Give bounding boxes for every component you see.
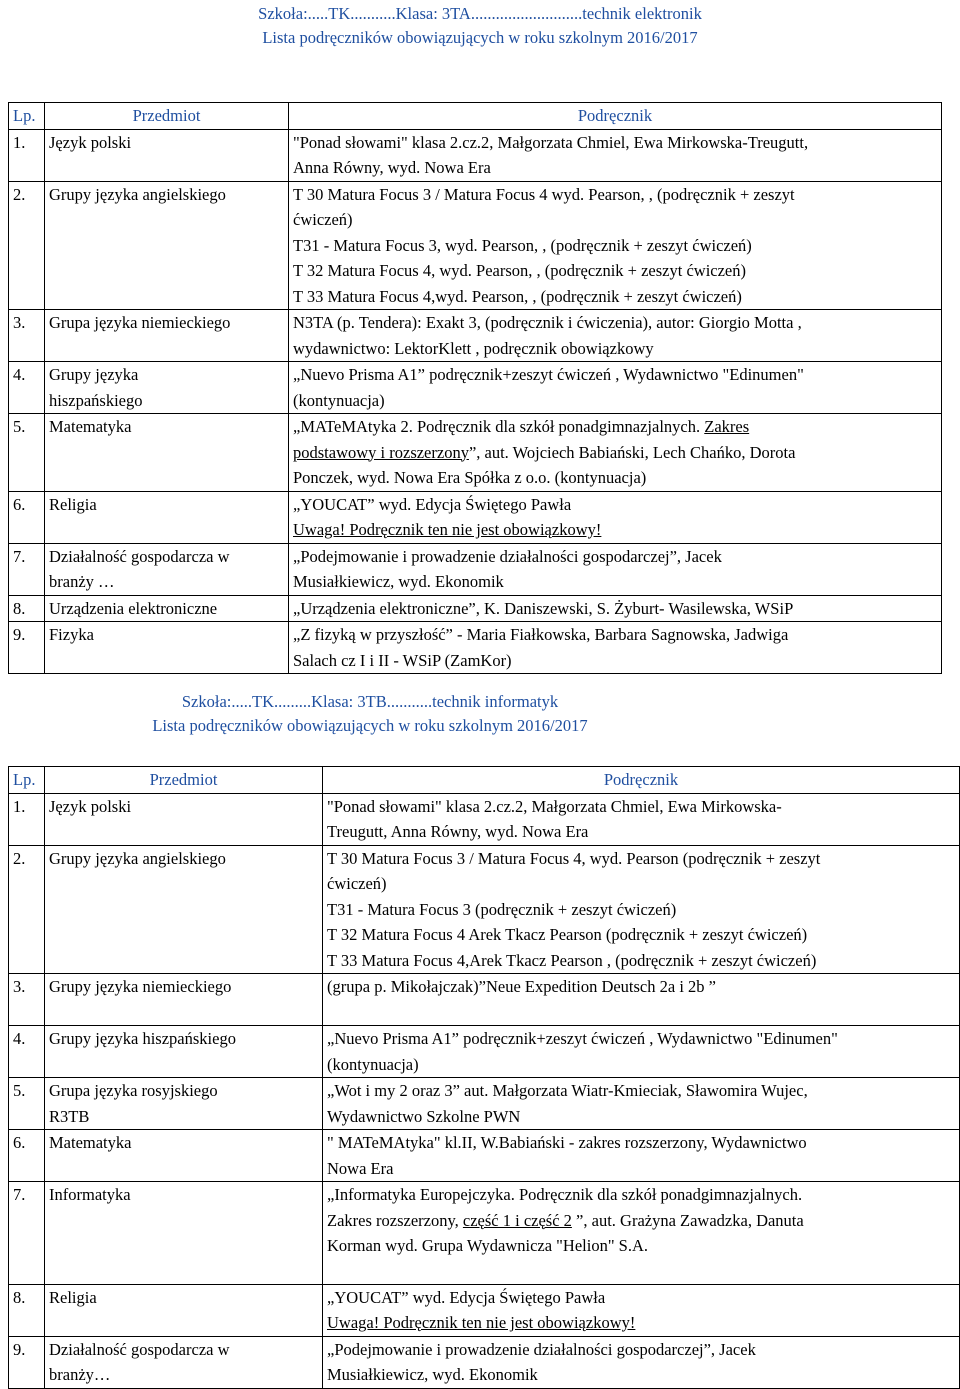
section-b-header xyxy=(0,690,850,738)
table-row: 6. Religia „YOUCAT” wyd. Edycja Świętego Pawła Uwaga! Podręcznik ten nie jest obowiązkowy! xyxy=(9,491,942,543)
table-header xyxy=(9,767,960,794)
optional-note: Uwaga! Podręcznik ten nie jest obowiązkowy! xyxy=(293,520,602,539)
textbook-table-3ta xyxy=(8,102,942,674)
table-row: 2. Grupy języka angielskiego T 30 Matura Focus 3 / Matura Focus 4, wyd. Pearson (podręcznik + zeszyt ćwiczeń) T31 - Matura Focus 3 (podręcznik + zeszyt ćwiczeń) T 32 Matura Focus 4 Arek Tkacz Pearson (podręcznik + zeszyt ćwiczeń) T 33 Matura Focus 4,Arek Tkacz Pearson , (podręcznik + zeszyt ćwiczeń) xyxy=(9,845,960,974)
table-row: 9. Fizyka „Z fizyką w przyszłość” - Maria Fiałkowska, Barbara Sagnowska, Jadwiga Salach cz I i II - WSiP (ZamKor) xyxy=(9,622,942,674)
header-lp: Lp. xyxy=(9,103,45,130)
table-row: 5. Matematyka „MATeMAtyka 2. Podręcznik dla szkół ponadgimnazjalnych. Zakres podstawowy i rozszerzony”, aut. Wojciech Babiański, Lech Chańko, Dorota Ponczek, wyd. Nowa Era Spółka z o.o. (kontynuacja) xyxy=(9,414,942,492)
table-row: 7. Działalność gospodarcza w branży … „Podejmowanie i prowadzenie działalności gospodarczej”, Jacek Musiałkiewicz, wyd. Ekonomik xyxy=(9,543,942,595)
table-row: 8. Religia „YOUCAT” wyd. Edycja Świętego Pawła Uwaga! Podręcznik ten nie jest obowiązkowy! xyxy=(9,1284,960,1336)
table-row: 3. Grupa języka niemieckiego N3TA (p. Tendera): Exakt 3, (podręcznik i ćwiczenia), autor: Giorgio Motta , wydawnictwo: LektorKlett , podręcznik obowiązkowy xyxy=(9,310,942,362)
table-row: 1. Język polski "Ponad słowami" klasa 2.cz.2, Małgorzata Chmiel, Ewa Mirkowska-Treugutt, Anna Równy, wyd. Nowa Era xyxy=(9,129,942,181)
table-row: 4. Grupy języka hiszpańskiego „Nuevo Prisma A1” podręcznik+zeszyt ćwiczeń , Wydawnictwo "Edinumen" (kontynuacja) xyxy=(9,1026,960,1078)
table-row: 3. Grupy języka niemieckiego (grupa p. Mikołajczak)”Neue Expedition Deutsch 2a i 2b ” xyxy=(9,974,960,1026)
table-row: 6. Matematyka " MATeMAtyka" kl.II, W.Babiański - zakres rozszerzony, Wydawnictwo Nowa Era xyxy=(9,1130,960,1182)
table-row: 4. Grupy języka hiszpańskiego „Nuevo Prisma A1” podręcznik+zeszyt ćwiczeń , Wydawnictwo "Edinumen" (kontynuacja) xyxy=(9,362,942,414)
section-a-header xyxy=(0,2,960,50)
optional-note: Uwaga! Podręcznik ten nie jest obowiązkowy! xyxy=(327,1313,636,1332)
header-subject: Przedmiot xyxy=(45,103,289,130)
header-subject: Przedmiot xyxy=(45,767,323,794)
table-row: 7. Informatyka „Informatyka Europejczyka. Podręcznik dla szkół ponadgimnazjalnych. Zakres rozszerzony, część 1 i część 2 ”, aut. Grażyna Zawadzka, Danuta Korman wyd. Grupa Wydawnicza "Helion" S.A. xyxy=(9,1182,960,1285)
header-book: Podręcznik xyxy=(323,767,960,794)
header-lp: Lp. xyxy=(9,767,45,794)
table-row: 5. Grupa języka rosyjskiego R3TB „Wot i my 2 oraz 3” aut. Małgorzata Wiatr-Kmieciak, Sławomira Wujec, Wydawnictwo Szkolne PWN xyxy=(9,1078,960,1130)
textbook-table-3tb xyxy=(8,766,960,1389)
table-row: 2. Grupy języka angielskiego T 30 Matura Focus 3 / Matura Focus 4 wyd. Pearson, , (podręcznik + zeszyt ćwiczeń) T31 - Matura Focus 3, wyd. Pearson, , (podręcznik + zeszyt ćwiczeń) T 32 Matura Focus 4, wyd. Pearson, , (podręcznik + zeszyt ćwiczeń) T 33 Matura Focus 4,wyd. Pearson, , (podręcznik + zeszyt ćwiczeń) xyxy=(9,181,942,310)
table-row: 1. Język polski "Ponad słowami" klasa 2.cz.2, Małgorzata Chmiel, Ewa Mirkowska- Treugutt, Anna Równy, wyd. Nowa Era xyxy=(9,793,960,845)
list-subtitle: Lista podręczników obowiązujących w roku szkolnym 2016/2017 xyxy=(152,716,588,735)
table-header xyxy=(9,103,942,130)
header-book: Podręcznik xyxy=(289,103,942,130)
school-line: Szkoła:.....TK...........Klasa: 3TA...........................technik elektronik xyxy=(258,4,702,23)
school-line: Szkoła:.....TK.........Klasa: 3TB...........technik informatyk xyxy=(181,692,559,711)
table-row: 9. Działalność gospodarcza w branży… „Podejmowanie i prowadzenie działalności gospodarczej”, Jacek Musiałkiewicz, wyd. Ekonomik xyxy=(9,1336,960,1388)
table-row: 8. Urządzenia elektroniczne „Urządzenia elektroniczne”, K. Daniszewski, S. Żyburt- Wasilewska, WSiP xyxy=(9,595,942,622)
list-subtitle: Lista podręczników obowiązujących w roku szkolnym 2016/2017 xyxy=(262,28,698,47)
